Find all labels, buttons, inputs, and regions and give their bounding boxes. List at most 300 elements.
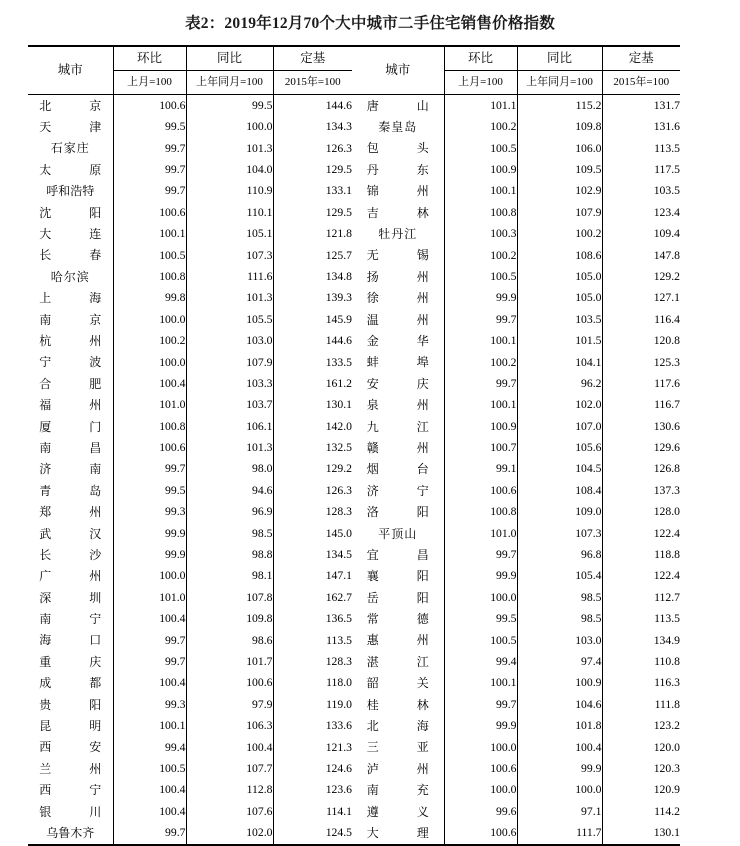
city-name-cell: [352, 181, 444, 202]
value-mom: 100.1: [113, 715, 186, 736]
value-base: 145.0: [325, 526, 352, 540]
city-name-cell: [352, 822, 444, 844]
city-label: 大连: [39, 227, 102, 242]
value-base: 126.3: [325, 141, 352, 155]
city-label: 海口: [39, 633, 102, 648]
city-label: 襄阳: [366, 569, 429, 584]
value-yoy: 106.1: [186, 416, 273, 437]
table-row: [28, 758, 680, 779]
value-mom: 99.7: [444, 373, 517, 394]
table-row: [28, 801, 680, 822]
city-name-cell: [28, 780, 113, 801]
value-yoy: 97.1: [517, 801, 602, 822]
city-label: 烟台: [366, 462, 429, 477]
value-mom: 99.7: [113, 181, 186, 202]
city-label: 常德: [366, 612, 429, 627]
table-row: [28, 223, 680, 244]
city-label: 杭州: [39, 333, 102, 348]
value-base: 123.2: [653, 719, 680, 733]
table-row: [28, 737, 680, 758]
value-yoy: 109.0: [517, 501, 602, 522]
value-yoy: 107.0: [517, 416, 602, 437]
city-name-cell: [28, 566, 113, 587]
city-label: 西宁: [39, 783, 102, 798]
table-row: [28, 715, 680, 736]
value-mom: 100.2: [444, 352, 517, 373]
value-base: 117.6: [654, 376, 680, 390]
city-label: 包头: [366, 141, 429, 156]
city-label: 韶关: [366, 676, 429, 691]
value-yoy: 109.8: [186, 608, 273, 629]
value-yoy: 104.0: [186, 159, 273, 180]
value-base: 134.8: [325, 269, 352, 283]
value-base: 127.1: [653, 291, 680, 305]
value-yoy: 94.6: [186, 480, 273, 501]
value-base: 129.2: [325, 462, 352, 476]
header-city-left: 城市: [28, 46, 113, 95]
city-label: 济南: [39, 462, 102, 477]
city-name-cell: [28, 159, 113, 180]
city-name-cell: [352, 394, 444, 415]
city-name-cell: [28, 630, 113, 651]
city-label: 南宁: [39, 612, 102, 627]
city-name-cell: [352, 651, 444, 672]
value-base: 125.7: [325, 248, 352, 262]
value-base: 142.0: [325, 419, 352, 433]
city-name-cell: [352, 801, 444, 822]
value-yoy: 102.0: [517, 394, 602, 415]
city-name-cell: [352, 608, 444, 629]
value-mom: 99.3: [113, 694, 186, 715]
value-mom: 100.8: [113, 266, 186, 287]
value-base: 119.0: [326, 697, 352, 711]
value-yoy: 107.7: [186, 758, 273, 779]
value-base: 129.2: [653, 269, 680, 283]
value-mom: 99.9: [444, 715, 517, 736]
value-base: 123.6: [325, 783, 352, 797]
city-name-cell: [28, 116, 113, 137]
value-yoy: 111.6: [186, 266, 273, 287]
value-base: 130.6: [653, 419, 680, 433]
table-row: [28, 138, 680, 159]
header-group-yoy-left: 同比: [186, 46, 273, 71]
value-base: 124.6: [325, 761, 352, 775]
table-row: [28, 651, 680, 672]
value-yoy: 97.9: [186, 694, 273, 715]
value-base: 128.0: [653, 505, 680, 519]
value-base: 120.9: [653, 783, 680, 797]
city-name-cell: [28, 138, 113, 159]
city-name-cell: [28, 673, 113, 694]
value-mom: 99.7: [113, 651, 186, 672]
value-mom: 101.0: [113, 587, 186, 608]
value-base: 125.3: [653, 355, 680, 369]
value-mom: 99.7: [444, 694, 517, 715]
city-label: 南京: [39, 312, 102, 327]
value-mom: 99.9: [113, 544, 186, 565]
value-mom: 100.5: [444, 138, 517, 159]
header-base-yoy-right: 上年同月=100: [517, 71, 602, 95]
city-label: 长沙: [39, 547, 102, 562]
city-label: 安庆: [366, 376, 429, 391]
table-row: [28, 544, 680, 565]
value-base: 117.5: [654, 163, 680, 177]
value-mom: 100.1: [444, 673, 517, 694]
table-row: [28, 608, 680, 629]
value-mom: 100.6: [444, 822, 517, 844]
city-label: 兰州: [39, 761, 102, 776]
value-mom: 99.5: [444, 608, 517, 629]
value-base: 129.5: [325, 205, 352, 219]
table-row: [28, 330, 680, 351]
value-base: 133.1: [325, 184, 352, 198]
value-base: 126.3: [325, 483, 352, 497]
value-yoy: 100.6: [186, 673, 273, 694]
value-base: 161.2: [325, 376, 352, 390]
value-mom: 100.2: [444, 245, 517, 266]
city-name-cell: [352, 780, 444, 801]
value-base: 111.8: [654, 697, 680, 711]
city-label: 深圳: [39, 590, 102, 605]
header-base-base-right: 2015年=100: [602, 71, 680, 95]
value-base: 118.8: [654, 548, 680, 562]
city-name-cell: [352, 673, 444, 694]
city-name-cell: [28, 352, 113, 373]
value-mom: 100.4: [113, 373, 186, 394]
value-yoy: 98.0: [186, 459, 273, 480]
value-mom: 99.6: [444, 801, 517, 822]
value-base: 134.5: [325, 548, 352, 562]
city-name-cell: [28, 245, 113, 266]
value-yoy: 104.1: [517, 352, 602, 373]
value-base: 121.3: [325, 740, 352, 754]
table-row: [28, 437, 680, 458]
city-name-cell: [352, 630, 444, 651]
header-base-mom-right: 上月=100: [444, 71, 517, 95]
value-base: 132.5: [325, 441, 352, 455]
value-mom: 100.9: [444, 159, 517, 180]
value-yoy: 107.6: [186, 801, 273, 822]
value-mom: 99.4: [444, 651, 517, 672]
value-mom: 100.5: [444, 630, 517, 651]
value-yoy: 103.3: [186, 373, 273, 394]
value-base: 122.4: [653, 526, 680, 540]
city-label: 哈尔滨: [50, 269, 90, 284]
city-name-cell: [28, 587, 113, 608]
city-label: 上海: [39, 291, 102, 306]
city-name-cell: [352, 416, 444, 437]
table-row: [28, 245, 680, 266]
value-yoy: 100.4: [517, 737, 602, 758]
header-group-mom-right: 环比: [444, 46, 517, 71]
value-mom: 99.9: [444, 288, 517, 309]
city-label: 武汉: [39, 526, 102, 541]
value-yoy: 102.9: [517, 181, 602, 202]
city-name-cell: [28, 523, 113, 544]
city-name-cell: [352, 116, 444, 137]
header-group-base-left: 定基: [273, 46, 352, 71]
value-yoy: 105.0: [517, 266, 602, 287]
city-name-cell: [28, 394, 113, 415]
value-yoy: 105.1: [186, 223, 273, 244]
value-mom: 100.5: [113, 758, 186, 779]
city-label: 牡丹江: [378, 227, 418, 242]
city-label: 沈阳: [39, 205, 102, 220]
city-name-cell: [352, 223, 444, 244]
value-yoy: 106.3: [186, 715, 273, 736]
city-label: 南充: [366, 783, 429, 798]
value-mom: 100.5: [444, 266, 517, 287]
value-base: 144.6: [325, 334, 352, 348]
value-base: 116.3: [654, 676, 680, 690]
header-base-yoy-left: 上年同月=100: [186, 71, 273, 95]
city-label: 银川: [39, 804, 102, 819]
city-label: 成都: [39, 676, 102, 691]
value-yoy: 108.4: [517, 480, 602, 501]
city-name-cell: [352, 266, 444, 287]
value-mom: 100.2: [444, 116, 517, 137]
table-row: [28, 181, 680, 202]
city-label: 三亚: [366, 740, 429, 755]
table-row: [28, 587, 680, 608]
city-name-cell: [352, 245, 444, 266]
value-yoy: 99.5: [186, 95, 273, 117]
value-yoy: 104.6: [517, 694, 602, 715]
value-mom: 100.4: [113, 673, 186, 694]
value-yoy: 109.8: [517, 116, 602, 137]
value-yoy: 101.3: [186, 288, 273, 309]
value-mom: 100.0: [444, 737, 517, 758]
city-name-cell: [352, 694, 444, 715]
city-name-cell: [28, 223, 113, 244]
value-yoy: 110.9: [186, 181, 273, 202]
table-row: [28, 780, 680, 801]
value-base: 131.6: [653, 120, 680, 134]
value-yoy: 96.9: [186, 501, 273, 522]
city-label: 扬州: [366, 269, 429, 284]
table-row: [28, 566, 680, 587]
value-yoy: 107.9: [186, 352, 273, 373]
value-mom: 99.8: [113, 288, 186, 309]
table-row: [28, 822, 680, 844]
value-mom: 99.1: [444, 459, 517, 480]
value-base: 131.7: [653, 98, 680, 112]
city-name-cell: [28, 651, 113, 672]
value-base: 113.5: [654, 141, 680, 155]
value-mom: 99.7: [113, 822, 186, 844]
city-name-cell: [352, 480, 444, 501]
value-yoy: 98.6: [186, 630, 273, 651]
city-label: 泉州: [366, 398, 429, 413]
value-mom: 99.7: [113, 630, 186, 651]
city-name-cell: [28, 309, 113, 330]
value-base: 114.2: [654, 804, 680, 818]
city-name-cell: [352, 587, 444, 608]
value-yoy: 100.0: [186, 116, 273, 137]
city-name-cell: [352, 566, 444, 587]
value-yoy: 99.9: [517, 758, 602, 779]
value-mom: 100.8: [444, 501, 517, 522]
value-mom: 99.5: [113, 116, 186, 137]
city-name-cell: [28, 501, 113, 522]
city-label: 徐州: [366, 291, 429, 306]
value-base: 120.0: [653, 740, 680, 754]
value-mom: 100.6: [113, 437, 186, 458]
value-mom: 99.4: [113, 737, 186, 758]
value-yoy: 112.8: [186, 780, 273, 801]
city-label: 南昌: [39, 440, 102, 455]
city-name-cell: [352, 758, 444, 779]
value-base: 129.6: [653, 441, 680, 455]
value-yoy: 107.9: [517, 202, 602, 223]
city-label: 温州: [366, 312, 429, 327]
value-base: 109.4: [653, 227, 680, 241]
value-yoy: 100.2: [517, 223, 602, 244]
value-base: 116.4: [654, 312, 680, 326]
value-yoy: 106.0: [517, 138, 602, 159]
city-label: 太原: [39, 162, 102, 177]
city-name-cell: [352, 95, 444, 117]
city-label: 唐山: [366, 98, 429, 113]
table-row: [28, 309, 680, 330]
value-yoy: 103.0: [517, 630, 602, 651]
value-mom: 100.0: [444, 587, 517, 608]
city-label: 平顶山: [378, 526, 418, 541]
city-name-cell: [28, 822, 113, 844]
value-yoy: 107.8: [186, 587, 273, 608]
value-base: 147.8: [653, 248, 680, 262]
table-row: [28, 694, 680, 715]
table-row: [28, 95, 680, 117]
value-mom: 100.7: [444, 437, 517, 458]
header-group-yoy-right: 同比: [517, 46, 602, 71]
header-group-mom-left: 环比: [113, 46, 186, 71]
value-yoy: 107.3: [186, 245, 273, 266]
value-mom: 99.5: [113, 480, 186, 501]
value-yoy: 98.8: [186, 544, 273, 565]
value-yoy: 96.8: [517, 544, 602, 565]
value-mom: 100.6: [444, 480, 517, 501]
value-base: 133.6: [325, 719, 352, 733]
value-yoy: 105.5: [186, 309, 273, 330]
price-index-table: [28, 45, 680, 846]
city-label: 岳阳: [366, 590, 429, 605]
table-header: [28, 46, 680, 95]
value-yoy: 109.5: [517, 159, 602, 180]
city-label: 广州: [39, 569, 102, 584]
value-yoy: 98.5: [517, 608, 602, 629]
value-yoy: 103.0: [186, 330, 273, 351]
city-name-cell: [28, 181, 113, 202]
city-label: 九江: [366, 419, 429, 434]
city-name-cell: [352, 501, 444, 522]
table-row: [28, 480, 680, 501]
value-mom: 99.7: [444, 309, 517, 330]
city-name-cell: [352, 544, 444, 565]
value-mom: 99.3: [113, 501, 186, 522]
value-mom: 99.9: [113, 523, 186, 544]
value-base: 118.0: [326, 676, 352, 690]
value-mom: 100.1: [444, 394, 517, 415]
table-row: [28, 288, 680, 309]
table-row: [28, 373, 680, 394]
value-yoy: 101.7: [186, 651, 273, 672]
city-label: 无锡: [366, 248, 429, 263]
value-base: 112.7: [654, 590, 680, 604]
value-mom: 100.5: [113, 245, 186, 266]
city-name-cell: [352, 330, 444, 351]
value-mom: 100.6: [113, 95, 186, 117]
table-row: [28, 266, 680, 287]
value-base: 114.1: [326, 804, 352, 818]
value-yoy: 105.6: [517, 437, 602, 458]
value-base: 130.1: [325, 398, 352, 412]
page-title: 表2：2019年12月70个大中城市二手住宅销售价格指数: [185, 15, 555, 32]
table-row: [28, 116, 680, 137]
table-row: [28, 459, 680, 480]
value-mom: 100.6: [113, 202, 186, 223]
city-label: 大理: [366, 825, 429, 840]
city-name-cell: [28, 459, 113, 480]
table-row: [28, 501, 680, 522]
city-label: 北京: [39, 98, 102, 113]
city-name-cell: [28, 95, 113, 117]
city-label: 蚌埠: [366, 355, 429, 370]
city-name-cell: [352, 288, 444, 309]
city-label: 秦皇岛: [378, 120, 418, 135]
value-base: 128.3: [325, 655, 352, 668]
value-base: 162.7: [325, 590, 352, 604]
value-mom: 101.0: [113, 394, 186, 415]
value-yoy: 101.3: [186, 437, 273, 458]
table-body: [28, 95, 680, 845]
city-name-cell: [28, 694, 113, 715]
value-base: 137.3: [653, 483, 680, 497]
value-yoy: 98.5: [517, 587, 602, 608]
value-base: 136.5: [325, 612, 352, 626]
table-row: [28, 673, 680, 694]
city-name-cell: [28, 288, 113, 309]
city-name-cell: [28, 437, 113, 458]
value-yoy: 110.1: [186, 202, 273, 223]
value-yoy: 104.5: [517, 459, 602, 480]
value-base: 124.5: [273, 822, 352, 844]
city-name-cell: [352, 373, 444, 394]
city-name-cell: [28, 330, 113, 351]
city-label: 合肥: [39, 376, 102, 391]
city-label: 天津: [39, 120, 102, 135]
city-name-cell: [352, 159, 444, 180]
value-mom: 100.4: [113, 608, 186, 629]
value-base: 144.6: [325, 98, 352, 112]
value-mom: 100.6: [444, 758, 517, 779]
table-row: [28, 630, 680, 651]
value-base: 134.3: [325, 120, 352, 134]
city-label: 宁波: [39, 355, 102, 370]
table-row: [28, 416, 680, 437]
value-mom: 100.0: [113, 309, 186, 330]
value-base: 120.3: [653, 761, 680, 775]
city-name-cell: [352, 437, 444, 458]
value-yoy: 98.5: [186, 523, 273, 544]
city-label: 重庆: [39, 654, 102, 669]
value-base: 103.5: [653, 184, 680, 198]
value-yoy: 111.7: [517, 822, 602, 844]
value-mom: 100.3: [444, 223, 517, 244]
value-yoy: 100.0: [517, 780, 602, 801]
value-mom: 99.7: [113, 459, 186, 480]
value-mom: 101.1: [444, 95, 517, 117]
